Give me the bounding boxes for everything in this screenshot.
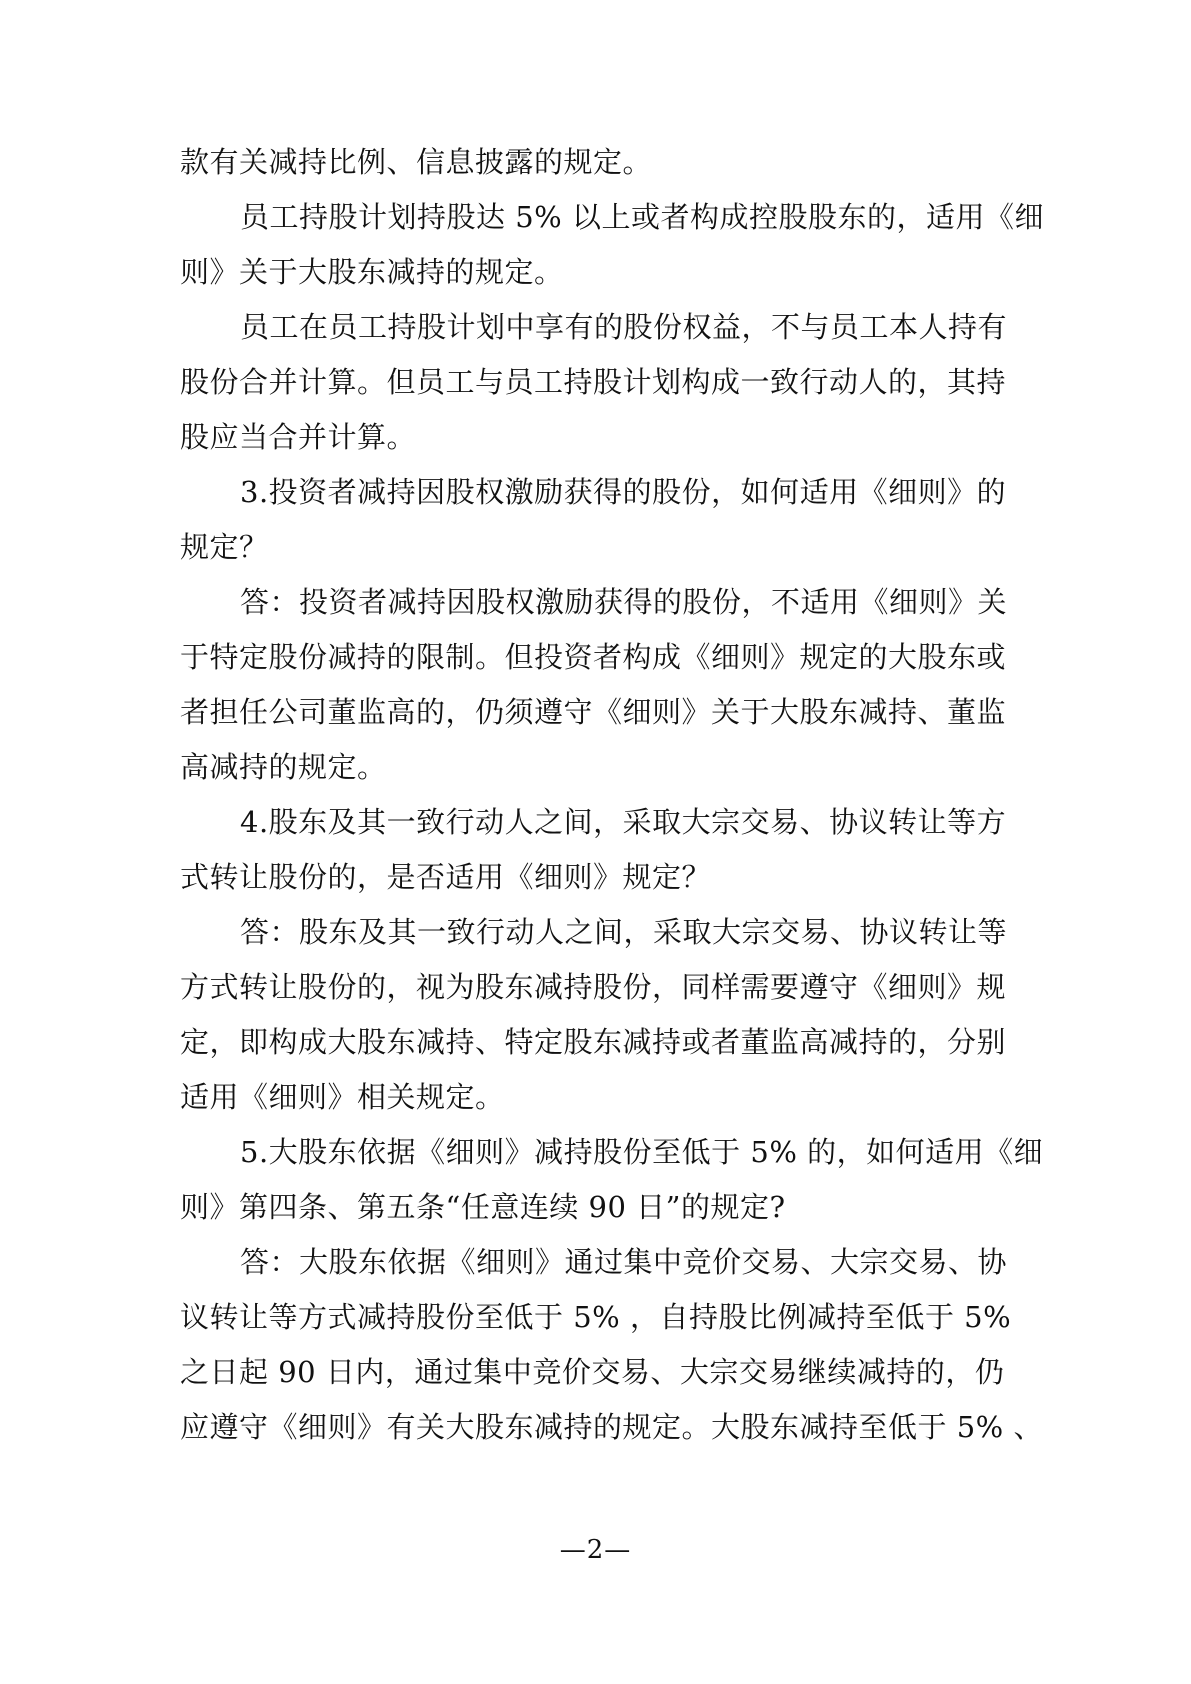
text-line: 股份合并计算。但员工与员工持股计划构成一致行动人的，其持: [180, 365, 1007, 399]
question-line: 则》第四条、第五条“任意连续 90 日”的规定?: [180, 1190, 786, 1224]
question-line: 5.大股东依据《细则》减持股份至低于 5% 的，如何适用《细: [240, 1135, 1044, 1169]
question-line: 规定？: [180, 530, 269, 564]
answer-line: 高减持的规定。: [180, 750, 387, 784]
question-line: 式转让股份的，是否适用《细则》规定？: [180, 860, 712, 894]
answer-line: 定，即构成大股东减持、特定股东减持或者董监高减持的，分别: [180, 1025, 1007, 1059]
answer-line: 答：股东及其一致行动人之间，采取大宗交易、协议转让等: [240, 915, 1008, 949]
question-line: 3.投资者减持因股权激励获得的股份，如何适用《细则》的: [240, 475, 1007, 509]
answer-line: 答：投资者减持因股权激励获得的股份，不适用《细则》关: [240, 585, 1008, 619]
answer-line: 适用《细则》相关规定。: [180, 1080, 505, 1114]
text-line: 员工持股计划持股达 5% 以上或者构成控股股东的，适用《细: [240, 200, 1044, 234]
text-line: 款有关减持比例、信息披露的规定。: [180, 145, 653, 179]
answer-line: 答：大股东依据《细则》通过集中竞价交易、大宗交易、协: [240, 1245, 1008, 1279]
answer-line: 之日起 90 日内，通过集中竞价交易、大宗交易继续减持的，仍: [180, 1355, 1005, 1389]
question-line: 4.股东及其一致行动人之间，采取大宗交易、协议转让等方: [240, 805, 1007, 839]
body-text: [180, 135, 1044, 1455]
text-line: 则》关于大股东减持的规定。: [180, 255, 564, 289]
answer-line: 应遵守《细则》有关大股东减持的规定。大股东减持至低于 5% 、: [180, 1410, 1043, 1444]
answer-line: 者担任公司董监高的，仍须遵守《细则》关于大股东减持、董监: [180, 695, 1007, 729]
text-line: 员工在员工持股计划中享有的股份权益，不与员工本人持有: [240, 310, 1008, 344]
answer-line: 方式转让股份的，视为股东减持股份，同样需要遵守《细则》规: [180, 970, 1007, 1004]
page-number: —2—: [559, 1535, 632, 1565]
answer-line: 于特定股份减持的限制。但投资者构成《细则》规定的大股东或: [180, 640, 1007, 674]
text-line: 股应当合并计算。: [180, 420, 417, 454]
answer-line: 议转让等方式减持股份至低于 5% ，自持股比例减持至低于 5%: [180, 1300, 1012, 1334]
